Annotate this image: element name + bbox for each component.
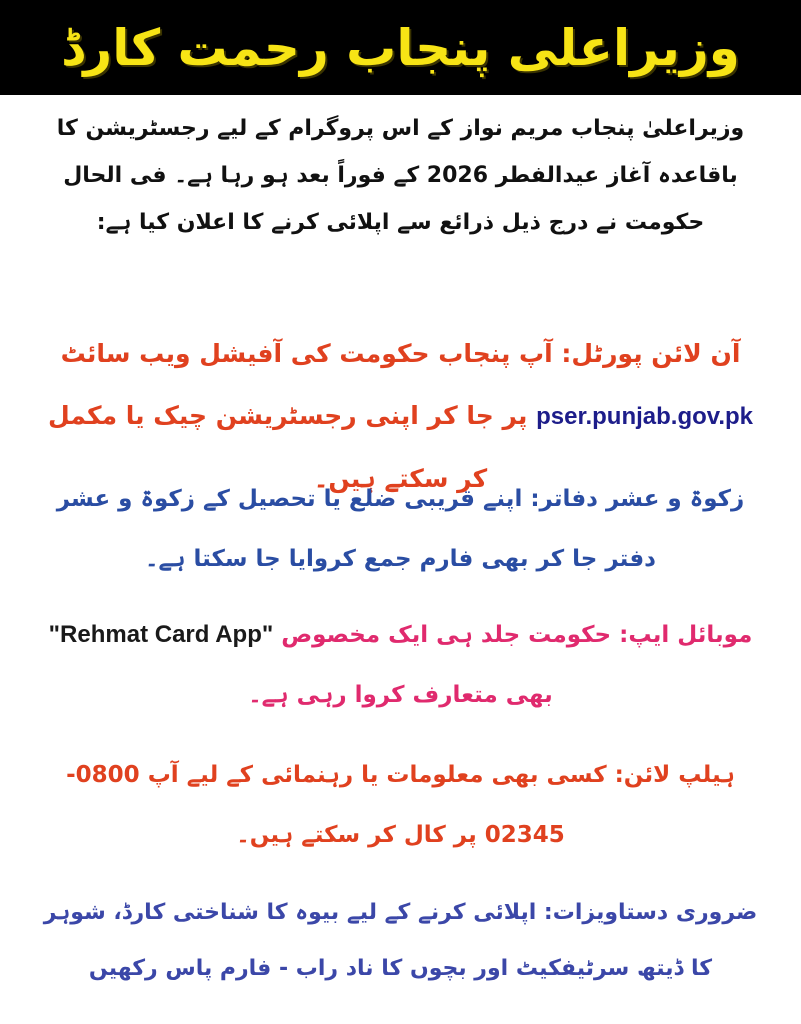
mobile-app-suffix: بھی متعارف کروا رہی ہے۔ xyxy=(248,682,553,708)
intro-paragraph: وزیراعلیٰ پنجاب مریم نواز کے اس پروگرام کے لیے رجسٹریشن کا باقاعدہ آغاز عیدالفطر 2026 کے فوراً بعد ہو رہا ہے۔ فی الحال حکومت نے درج ذیل ذرائع سے اپلائی کرنے کا اعلان کیا ہے: xyxy=(56,116,745,235)
article-body xyxy=(0,95,801,1024)
helpline-paragraph: ہیلپ لائن: کسی بھی معلومات یا رہنمائی کے لیے آپ 0800-02345 پر کال کر سکتے ہیں۔ xyxy=(66,762,735,848)
documents-paragraph: ضروری دستاویزات: اپلائی کرنے کے لیے بیوہ کا شناختی کارڈ، شوہر کا ڈیتھ سرٹیفکیٹ اور بچوں کا ناد راب - فارم پاس رکھیں xyxy=(43,900,758,981)
zakat-offices-paragraph: زکوۃ و عشر دفاتر: اپنے قریبی ضلع یا تحصیل کے زکوۃ و عشر دفتر جا کر بھی فارم جمع کروایا جا سکتا ہے۔ xyxy=(56,486,745,572)
title-banner xyxy=(0,0,801,95)
mobile-app-paragraph xyxy=(30,605,771,725)
mobile-app-prefix: موبائل ایپ: حکومت جلد ہی ایک مخصوص xyxy=(273,622,753,648)
portal-url-link[interactable]: pser.punjab.gov.pk xyxy=(536,403,754,430)
page-title: وزیراعلی پنجاب رحمت کارڈ xyxy=(61,18,740,77)
online-portal-line2: پر جا کر اپنی رجسٹریشن چیک یا مکمل کر سکتے ہیں۔ xyxy=(47,401,537,493)
online-portal-line1: آن لائن پورٹل: آپ پنجاب حکومت کی آفیشل ویب سائٹ xyxy=(60,339,741,368)
app-name: "Rehmat Card App" xyxy=(48,621,274,648)
